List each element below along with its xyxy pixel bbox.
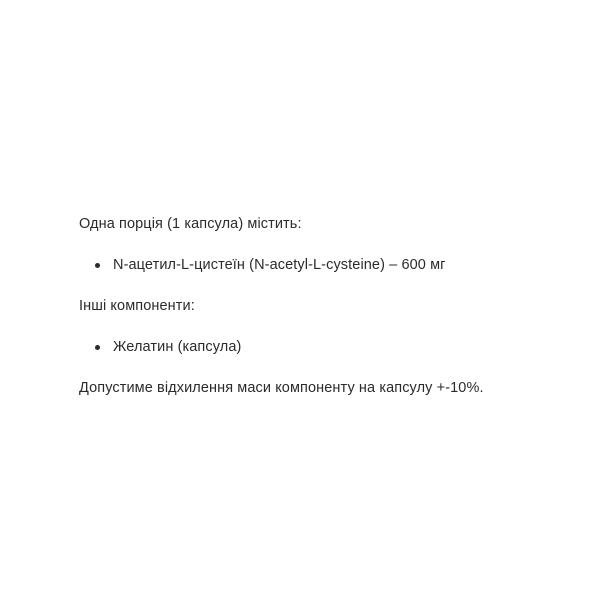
other-components-heading: Інші компоненти: [79, 298, 195, 314]
bullet-icon [95, 345, 100, 350]
serving-intro: Одна порція (1 капсула) містить: [79, 216, 302, 232]
list-item [79, 336, 599, 358]
component-text: Желатин (капсула) [113, 339, 242, 355]
tolerance-note: Допустиме відхилення маси компоненту на капсулу +-10%. [79, 380, 484, 396]
composition-section [79, 213, 599, 399]
active-ingredients-list [79, 254, 599, 276]
list-item [79, 254, 599, 276]
ingredient-text: N-ацетил-L-цистеїн (N-acetyl-L-cysteine) – 600 мг [113, 257, 446, 273]
bullet-icon [95, 263, 100, 268]
other-components-list [79, 336, 599, 358]
